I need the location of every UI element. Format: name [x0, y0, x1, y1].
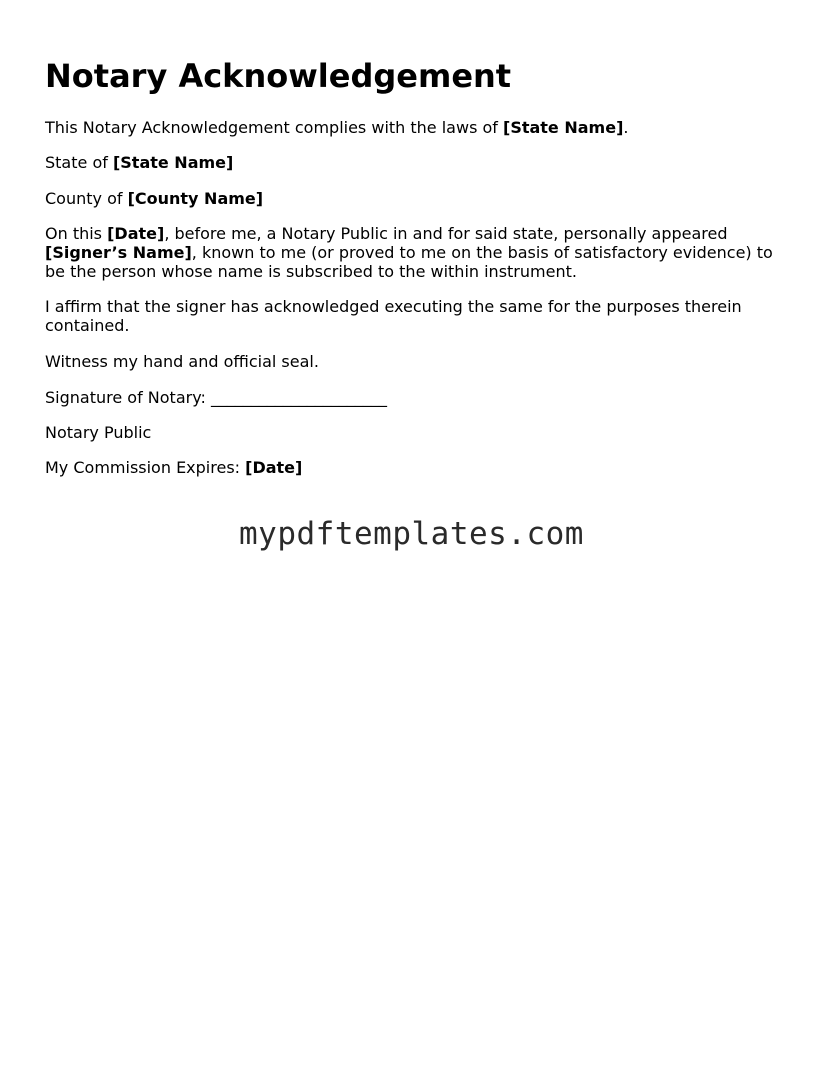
county-label: County of [45, 189, 128, 208]
witness-line: Witness my hand and official seal. [45, 352, 319, 371]
appearance-paragraph [45, 224, 785, 281]
intro-state-placeholder: [State Name] [503, 118, 624, 137]
commission-label: My Commission Expires: [45, 458, 246, 477]
state-label: State of [45, 153, 113, 172]
affirmation-paragraph: I affirm that the signer has acknowledged executing the same for the purposes therein contained. [45, 297, 742, 335]
appearance-text-3: , known to me (or proved to me on the basis of satisfactory evidence) to be the person whose name is subscribed to the within instrument. [45, 243, 773, 281]
notary-public-line: Notary Public [45, 423, 152, 442]
appearance-text-2: , before me, a Notary Public in and for said state, personally appeared [164, 224, 728, 243]
commission-line [45, 458, 785, 477]
signature-label: Signature of Notary: [45, 388, 211, 407]
state-line [45, 153, 785, 172]
watermark-text: mypdftemplates.com [239, 516, 584, 552]
appearance-text-1: On this [45, 224, 108, 243]
signature-line [45, 388, 785, 407]
state-value: [State Name] [112, 153, 234, 172]
appearance-date: [Date] [107, 224, 165, 243]
intro-period: . [623, 118, 629, 137]
county-line [45, 189, 785, 208]
intro-text: This Notary Acknowledgement complies with the laws of [45, 118, 503, 137]
signature-blank: ______________________ [210, 388, 387, 407]
appearance-signer: [Signer’s Name] [45, 243, 192, 262]
document-title: Notary Acknowledgement [45, 57, 512, 95]
county-value: [County Name] [127, 189, 264, 208]
intro-paragraph [45, 118, 785, 137]
commission-date: [Date] [245, 458, 303, 477]
